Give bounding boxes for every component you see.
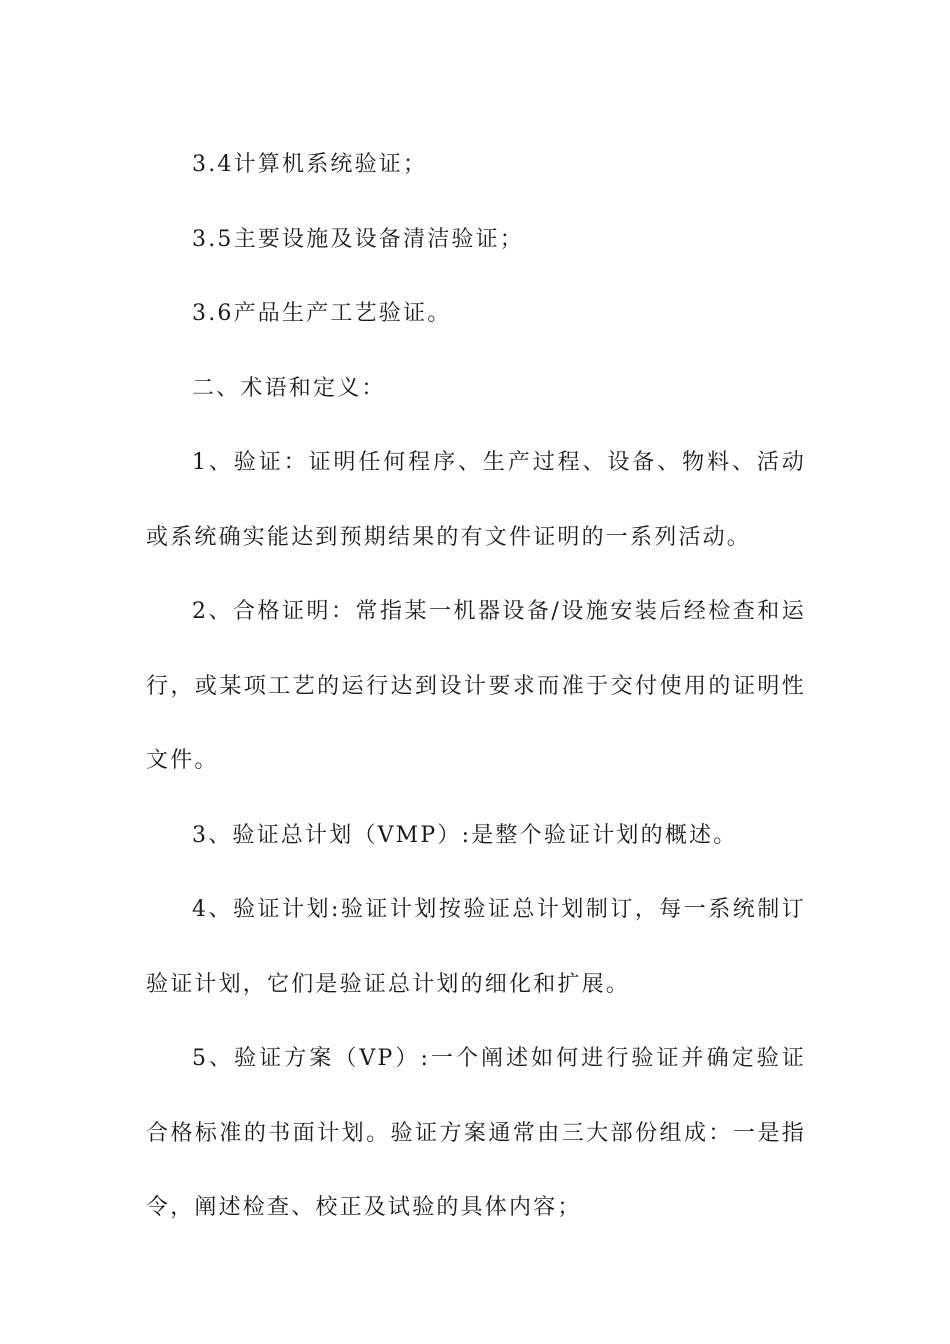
paragraph-3-4: 3.4计算机系统验证； [192, 152, 428, 177]
definition-2-qualification: 2、合格证明：常指某一机器设备/设施安装后经检查和运行，或某项工艺的运行达到设计要求而准于交付使用的证明性文件。 [146, 599, 806, 773]
definition-5-validation-protocol: 5、验证方案（VP）:一个阐述如何进行验证并确定验证合格标准的书面计划。验证方案通常由三大部份组成：一是指令，阐述检查、校正及试验的具体内容； [146, 1046, 806, 1220]
paragraph-3-6: 3.6产品生产工艺验证。 [192, 301, 452, 326]
paragraph-3-5: 3.5主要设施及设备清洁验证； [192, 226, 524, 252]
definition-1-validation: 1、验证：证明任何程序、生产过程、设备、物料、活动或系统确实能达到预期结果的有文件证明的一系列活动。 [146, 450, 806, 550]
section-heading-terms: 二、术语和定义： [192, 375, 386, 401]
document-body [146, 128, 806, 1246]
definition-3-vmp: 3、验证总计划（VMP）:是整个验证计划的概述。 [192, 822, 738, 848]
definition-4-validation-plan: 4、验证计划:验证计划按验证总计划制订，每一系统制订验证计划，它们是验证总计划的细化和扩展。 [146, 897, 806, 997]
